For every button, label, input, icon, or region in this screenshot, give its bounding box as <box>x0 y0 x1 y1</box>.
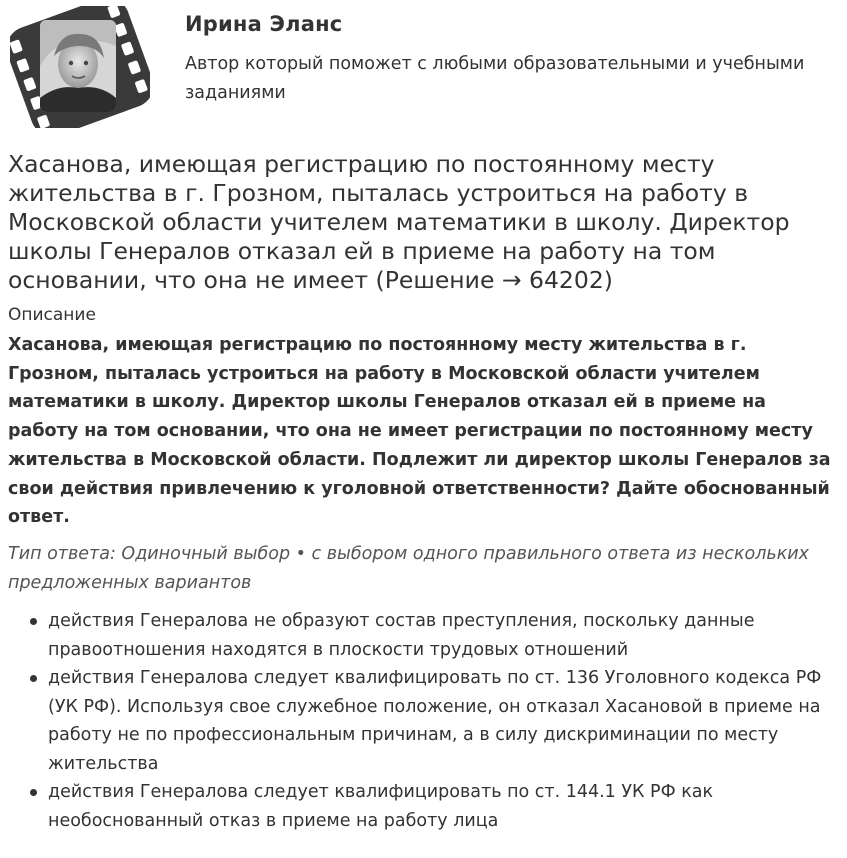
answer-option-text: действия Генералова не образуют состав преступления, поскольку данные правоотношения находятся в плоскости трудовых отношений <box>48 611 755 660</box>
author-description: Автор который поможет с любыми образовательными и учебными заданиями <box>185 54 805 103</box>
avatar-film-frame-icon <box>10 6 150 128</box>
answer-options-list <box>8 607 840 835</box>
answer-option <box>8 664 840 778</box>
answer-option-text: действия Генералова следует квалифицировать по ст. 136 Уголовного кодекса РФ (УК РФ). Используя свое служебное положение, он отказал Хасановой в приеме на работу не по профессиональным причинам, а в силу дискриминации по месту жительства <box>48 668 822 774</box>
author-name[interactable]: Ирина Эланс <box>185 12 343 36</box>
question-description: Хасанова, имеющая регистрацию по постоянному месту жительства в г. Грозном, пыталась устроиться на работу в Московской области учителем математики в школу. Директор школы Генералов отказал ей в приеме на работу на том основании, что она не имеет регистрации по постоянному месту жительства в Московской области. Подлежит ли директор школы Генералов за свои действия привлечению к уголовной ответственности? Дайте обоснованный ответ. <box>8 335 831 528</box>
author-avatar <box>10 6 150 128</box>
answer-option <box>8 607 840 664</box>
description-label: Описание <box>8 305 96 325</box>
question-title: Хасанова, имеющая регистрацию по постоянному месту жительства в г. Грозном, пыталась устроиться на работу в Московской области учителем математики в школу. Директор школы Генералов отказал ей в приеме на работу на том основании, что она не имеет (Решение → 64202) <box>8 150 790 294</box>
answer-option-text: действия Генералова следует квалифицировать по ст. 144.1 УК РФ как необоснованный отказ в приеме на работу лица <box>48 782 714 831</box>
bullet-icon <box>30 789 37 796</box>
bullet-icon <box>30 675 37 682</box>
answer-option <box>8 778 840 835</box>
answer-type: Тип ответа: Одиночный выбор • с выбором одного правильного ответа из нескольких предложенных вариантов <box>8 544 810 593</box>
author-card <box>0 0 847 140</box>
bullet-icon <box>30 618 37 625</box>
